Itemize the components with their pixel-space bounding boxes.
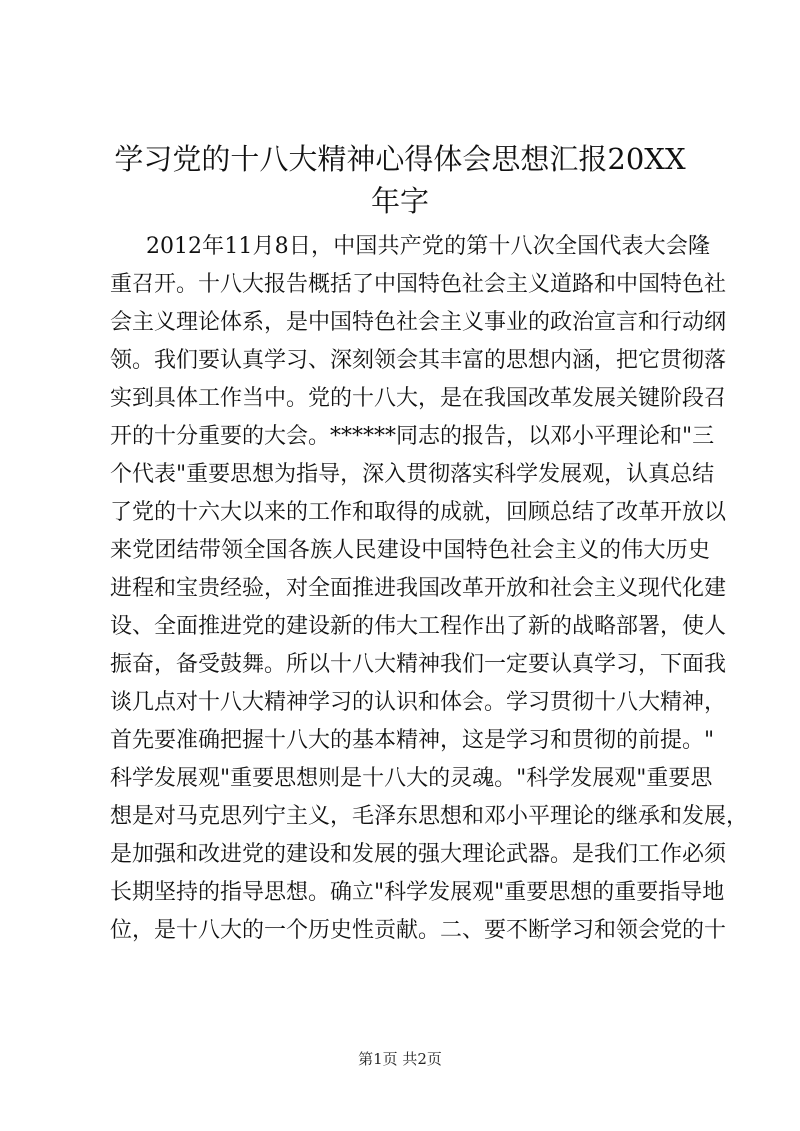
title-line-1: 学习党的十八大精神心得体会思想汇报20XX — [114, 142, 686, 176]
body-line: 科学发展观"重要思想则是十八大的灵魂。"科学发展观"重要思 — [110, 766, 713, 791]
body-line: 振奋，备受鼓舞。所以十八大精神我们一定要认真学习，下面我 — [110, 652, 727, 677]
body-line: 会主义理论体系，是中国特色社会主义事业的政治宣言和行动纲 — [110, 310, 727, 335]
body-line: 开的十分重要的大会。******同志的报告，以邓小平理论和"三 — [110, 424, 715, 449]
body-line: 长期坚持的指导思想。确立"科学发展观"重要思想的重要指导地 — [110, 880, 725, 905]
body-line: 想是对马克思列宁主义，毛泽东思想和邓小平理论的继承和发展， — [110, 804, 749, 829]
body-line: 进程和宝贵经验，对全面推进我国改革开放和社会主义现代化建 — [110, 576, 727, 601]
body-line: 2012年11月8日，中国共产党的第十八次全国代表大会隆 — [146, 234, 710, 259]
body-line: 设、全面推进党的建设新的伟大工程作出了新的战略部署，使人 — [110, 614, 727, 639]
body-line: 领。我们要认真学习、深刻领会其丰富的思想内涵，把它贯彻落 — [110, 348, 727, 373]
body-line: 来党团结带领全国各族人民建设中国特色社会主义的伟大历史 — [110, 538, 710, 563]
body-line: 个代表"重要思想为指导，深入贯彻落实科学发展观，认真总结 — [110, 462, 715, 487]
body-line: 位，是十八大的一个历史性贡献。二、要不断学习和领会党的十 — [110, 918, 727, 943]
document-title — [100, 138, 700, 222]
body-line: 是加强和改进党的建设和发展的强大理论武器。是我们工作必须 — [110, 842, 727, 867]
page-number-footer: 第1页 共2页 — [358, 1050, 442, 1068]
body-line: 了党的十六大以来的工作和取得的成就，回顾总结了改革开放以 — [110, 500, 727, 525]
body-paragraph — [110, 228, 749, 950]
body-line: 谈几点对十八大精神学习的认识和体会。学习贯彻十八大精神， — [110, 690, 727, 715]
body-line: 实到具体工作当中。党的十八大，是在我国改革发展关键阶段召 — [110, 386, 727, 411]
body-line: 首先要准确把握十八大的基本精神，这是学习和贯彻的前提。" — [110, 728, 715, 753]
body-line: 重召开。十八大报告概括了中国特色社会主义道路和中国特色社 — [110, 272, 727, 297]
title-line-2: 年字 — [370, 184, 429, 218]
